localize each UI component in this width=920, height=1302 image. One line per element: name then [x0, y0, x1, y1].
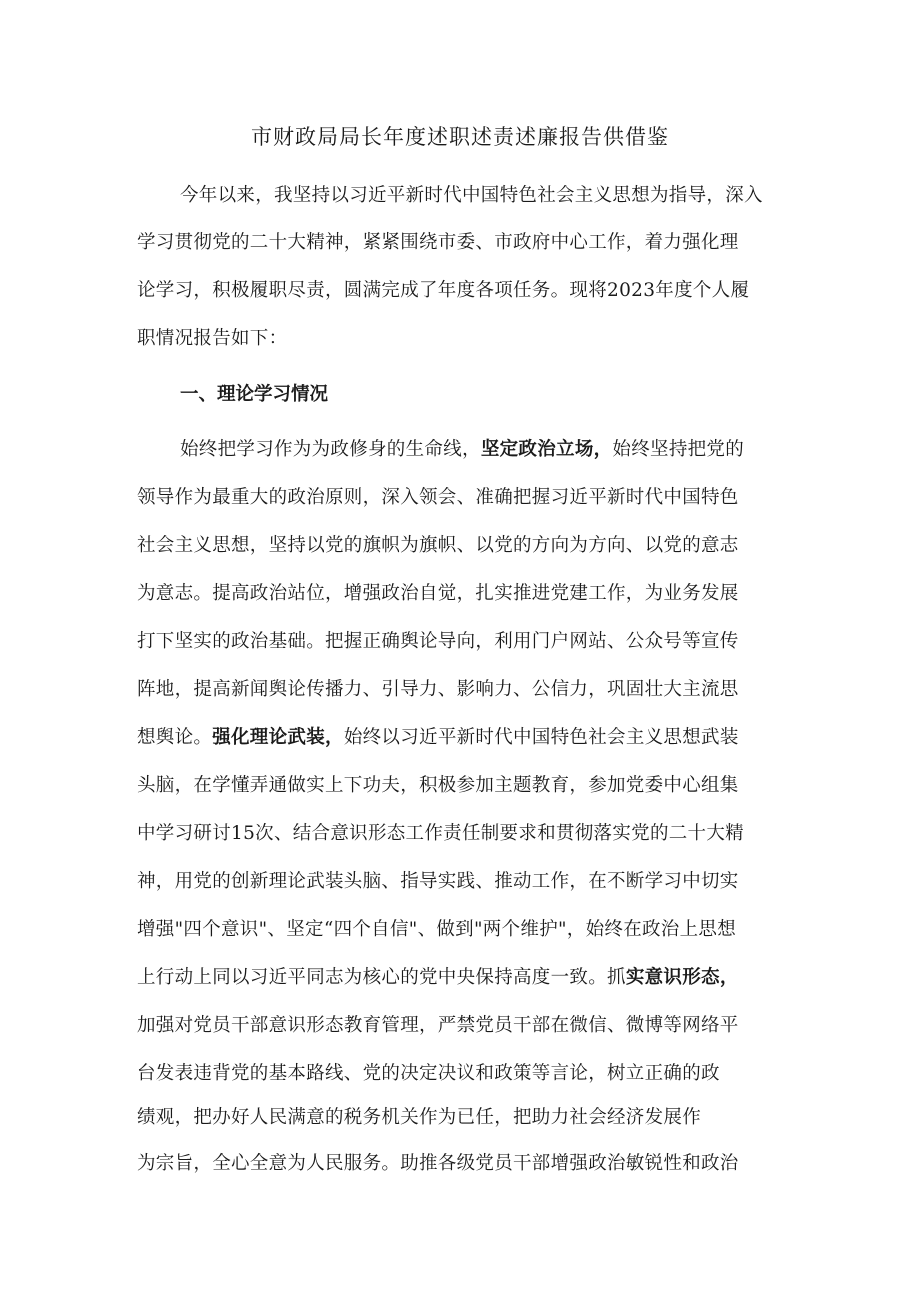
paragraph-line [137, 964, 739, 992]
bold-phrase: 坚定政治立场， [480, 439, 613, 460]
paragraph-line: 职情况报告如下： [137, 328, 288, 349]
paragraph-line: 加强对党员干部意识形态教育管理，严禁党员干部在微信、微博等网络平 [137, 1015, 739, 1036]
paragraph-line: 台发表违背党的基本路线、党的决定决议和政策等言论，树立正确的政 [137, 1063, 720, 1084]
paragraph-line: 学习贯彻党的二十大精神，紧紧围绕市委、市政府中心工作，着力强化理 [137, 232, 739, 253]
paragraph-line: 绩观，把办好人民满意的税务机关作为已任，把助力社会经济发展作 [137, 1107, 702, 1128]
paragraph-line: 社会主义思想，坚持以党的旗帜为旗帜、以党的方向为方向、以党的意志 [137, 535, 739, 556]
paragraph-line: 增强"四个意识"、坚定“四个自信"、做到"两个维护"，始终在政治上思想 [137, 919, 737, 940]
text-run: 始终以习近平新时代中国特色社会主义思想武装 [343, 727, 739, 748]
text-run: 始终坚持把党的 [612, 439, 745, 460]
section-heading: 一、理论学习情况 [180, 384, 329, 405]
paragraph-line [137, 724, 739, 752]
paragraph-line: 中学习研讨15次、结合意识形态工作责任制要求和贯彻落实党的二十大精 [137, 823, 744, 844]
bold-phrase: 实意识形态， [625, 967, 739, 988]
paragraph-line [180, 436, 744, 464]
text-run: 想舆论。 [137, 727, 213, 748]
paragraph-line: 领导作为最重大的政治原则，深入领会、准确把握习近平新时代中国特色 [137, 487, 739, 508]
paragraph-line: 打下坚实的政治基础。把握正确舆论导向，利用门户网站、公众号等宣传 [137, 631, 739, 652]
document-title: 市财政局局长年度述职述责述廉报告供借鉴 [251, 125, 669, 149]
paragraph-line: 今年以来，我坚持以习近平新时代中国特色社会主义思想为指导，深入 [180, 185, 763, 206]
paragraph-line: 头脑，在学懂弄通做实上下功夫，积极参加主题教育，参加党委中心组集 [137, 775, 739, 796]
paragraph-line: 神，用党的创新理论武装头脑、指导实践、推动工作，在不断学习中切实 [137, 871, 739, 892]
text-run: 始终把学习作为为政修身的生命线， [180, 439, 481, 460]
paragraph-line: 阵地，提高新闻舆论传播力、引导力、影响力、公信力，巩固壮大主流思 [137, 679, 739, 700]
paragraph-line: 为意志。提高政治站位，增强政治自觉，扎实推进党建工作，为业务发展 [137, 583, 739, 604]
paragraph-line: 论学习，积极履职尽责，圆满完成了年度各项任务。现将2023年度个人履 [137, 280, 750, 301]
text-run: 上行动上同以习近平同志为核心的党中央保持高度一致。抓 [137, 967, 626, 988]
paragraph-line: 为宗旨，全心全意为人民服务。助推各级党员干部增强政治敏锐性和政治 [137, 1153, 739, 1174]
bold-phrase: 强化理论武装， [212, 727, 344, 748]
